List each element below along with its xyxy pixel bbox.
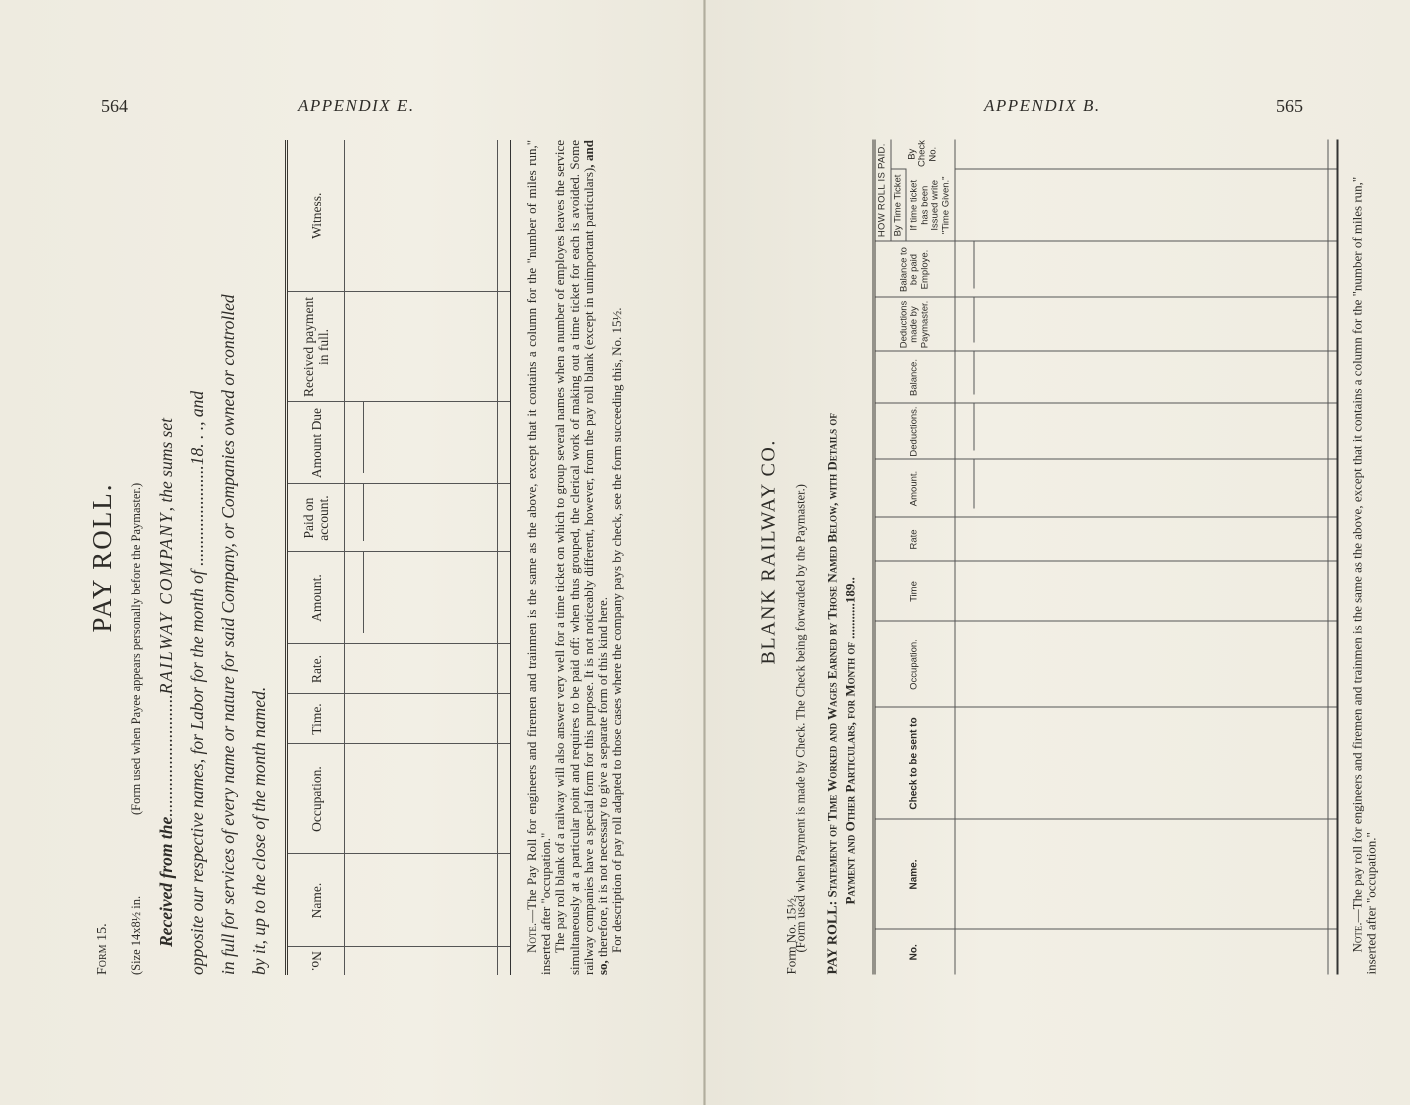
form-label: Form 15. — [94, 922, 110, 975]
column-header: Amount Due — [286, 402, 344, 484]
cell[interactable] — [955, 562, 1328, 622]
cell[interactable] — [344, 694, 497, 744]
table-row — [497, 140, 510, 975]
cell[interactable] — [955, 298, 1328, 352]
pay-roll-table — [285, 140, 511, 975]
pay-roll-check-table — [872, 139, 1338, 974]
cell[interactable] — [344, 402, 497, 484]
column-header: Balance. — [874, 352, 955, 404]
column-header: Deductions. — [874, 404, 955, 460]
column-header: Occupation. — [874, 622, 955, 708]
column-header: Check to be sent to — [874, 708, 955, 820]
statement-heading — [823, 140, 858, 975]
cell[interactable] — [955, 242, 1328, 298]
table-header-row — [286, 140, 344, 975]
note-paragraph-2-bold: , and so, — [580, 139, 610, 975]
column-header: Deductions made by Paymaster. — [874, 298, 955, 352]
page-title: BLANK RAILWAY CO. — [757, 439, 779, 665]
receipt-line-1-suffix: , the sums set — [155, 417, 176, 511]
by-check-header: By Check No. — [890, 139, 955, 169]
form-size: (Size 14x8½ in. — [128, 895, 143, 975]
cell[interactable] — [955, 170, 1328, 242]
book-gutter — [703, 0, 706, 1105]
note-text — [525, 140, 624, 975]
column-header: Paid on account. — [286, 484, 344, 552]
cell[interactable] — [955, 622, 1328, 708]
form-15-half-header — [757, 140, 817, 975]
cell[interactable] — [344, 292, 497, 402]
statement-line-2: Payment and Other Particulars, for Month of ...........189.. — [842, 577, 857, 905]
table-row — [955, 139, 1328, 974]
receipt-line-2: opposite our respective names, for Labor for the month of — [186, 569, 207, 975]
cell[interactable] — [344, 552, 497, 644]
cell[interactable] — [344, 484, 497, 552]
cell[interactable] — [344, 947, 497, 975]
receipt-line-4: by it, up to the close of the month named. — [248, 686, 269, 975]
receipt-line-1-prefix: Received from the — [155, 816, 176, 947]
column-header — [286, 947, 344, 975]
cell[interactable] — [344, 744, 497, 854]
column-header: Time. — [286, 694, 344, 744]
table-row — [1328, 139, 1338, 974]
note-paragraph: —The pay roll for engineers and firemen and trainmen is the same as the above, except that it contains a column for the "number of miles run," inserted after "occupation." — [1349, 176, 1378, 975]
column-header: Rate. — [286, 644, 344, 694]
right-running-head: APPENDIX B. — [984, 96, 1101, 115]
cell[interactable] — [955, 404, 1328, 460]
cell[interactable] — [955, 352, 1328, 404]
cell[interactable] — [344, 644, 497, 694]
note-paragraph-3: For description of pay roll adapted to those cases where the company pays by check, see the form succeeding this, No. 15½. — [608, 307, 624, 953]
statement-line-1: Statement of Time Worked and Wages Earned by Those Named Below, with Details of — [824, 413, 839, 898]
note-text — [1350, 140, 1378, 975]
form-usage: (Form used when Payee appears personally before the Paymaster.) — [128, 482, 143, 815]
cell[interactable] — [955, 518, 1328, 562]
cell[interactable] — [955, 820, 1328, 930]
how-paid-header: HOW ROLL IS PAID. — [874, 139, 891, 241]
note-lead: Note. — [523, 922, 539, 953]
column-header: Amount. — [286, 552, 344, 644]
column-header: Rate — [874, 518, 955, 562]
column-header: Name. — [286, 854, 344, 947]
column-header: Witness. — [286, 140, 344, 292]
statement-prefix: PAY ROLL: — [825, 900, 840, 975]
cell[interactable] — [955, 930, 1328, 975]
column-header: Occupation. — [286, 744, 344, 854]
receipt-text — [151, 140, 275, 975]
cell[interactable] — [955, 139, 1328, 169]
by-time-ticket-header: By Time Ticket — [890, 170, 906, 242]
note-lead: Note. — [1349, 922, 1364, 953]
left-running-head: APPENDIX E. — [298, 96, 415, 115]
column-header: Amount. — [874, 460, 955, 518]
note-paragraph-1: —The Pay Roll for engineers and firemen and trainmen is the same as the above, except that it contains a column for the "number of miles run," inserted after "occupation." — [523, 139, 553, 975]
column-header: No. — [874, 930, 955, 975]
left-page-content — [86, 139, 624, 975]
right-page-number: 565 — [1276, 96, 1303, 116]
receipt-line-3: in full for services of every name or nature for said Company, or Companies owned or controlled — [217, 293, 238, 975]
receipt-line-2-suffix: 18. . ., and — [186, 390, 207, 465]
cell[interactable] — [344, 854, 497, 947]
right-page-content — [757, 140, 1378, 975]
cell[interactable] — [955, 460, 1328, 518]
note-paragraph-2-tail: therefore, it is not necessary to give a separate form of this kind here. — [594, 596, 610, 960]
company-name: RAILWAY COMPANY — [155, 510, 176, 694]
left-page-number: 564 — [101, 96, 128, 116]
form-usage: (Form used when Payment is made by Check. The Check being forwarded by the Paymaster.) — [793, 484, 807, 953]
column-header: Received payment in full. — [286, 292, 344, 402]
table-row — [344, 140, 497, 975]
column-header: Time — [874, 562, 955, 622]
receipt-dots: ............................ — [155, 693, 176, 817]
table-header-row — [874, 139, 891, 974]
receipt-line-2-dots: ....................... — [186, 464, 207, 570]
time-ticket-note: If time ticket has been Issued write "Time Given." — [906, 170, 955, 242]
cell[interactable] — [955, 708, 1328, 820]
form-label: Form No. 15½. — [783, 894, 798, 975]
column-header: Name. — [874, 820, 955, 930]
column-no-label: No. — [308, 950, 323, 971]
form-subheader — [129, 140, 151, 975]
note-paragraph-2: The pay roll blank of a railway will also answer very well for a time ticket on which to group several names when a number of employes leaves the service simultaneously at a particular point and requires to be paid off: when thus grouped, the clerical work of making out a time ticket for each is avoided. Some railway companies have a special form for this purpose. It is not noticeably different, however, from the pay roll blank (except in unimportant particulars) — [551, 139, 596, 975]
form-15-header — [86, 140, 129, 975]
column-header: Balance to be paid Employe. — [874, 242, 955, 298]
cell[interactable] — [344, 140, 497, 292]
page-title: PAY ROLL. — [86, 481, 117, 633]
